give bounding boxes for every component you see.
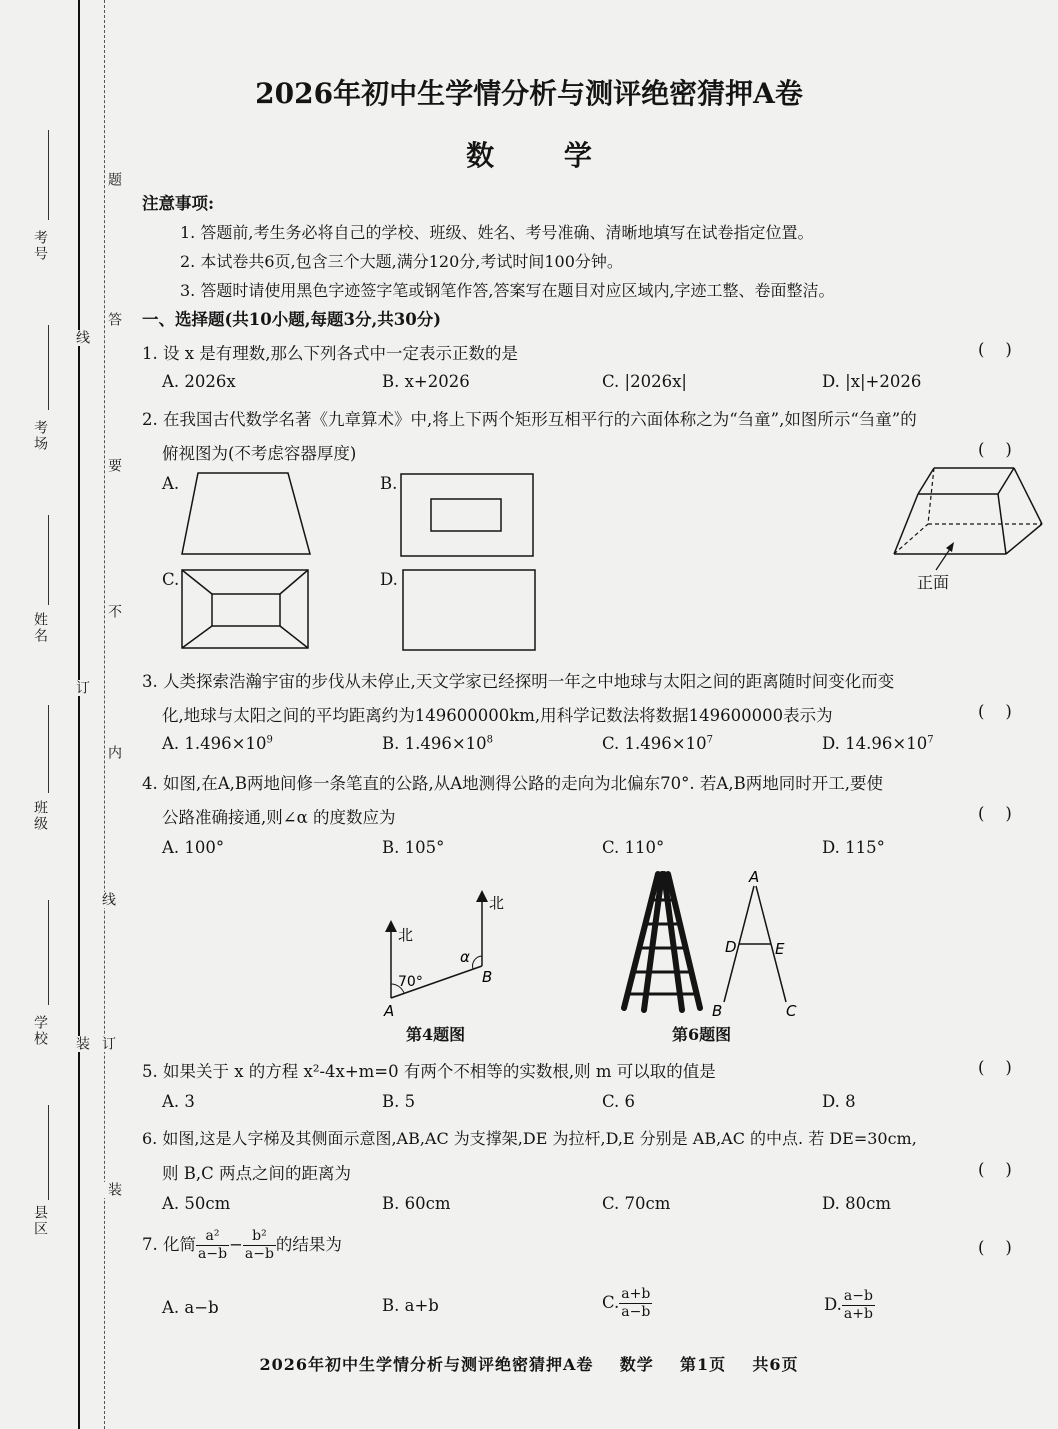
option-d[interactable]: D. 80cm <box>822 1194 892 1213</box>
option-d[interactable]: D. <box>380 570 398 589</box>
margin-field-line <box>48 705 49 793</box>
option-d[interactable]: D. |x|+2026 <box>822 372 922 391</box>
option-d[interactable]: D. 115° <box>822 838 885 857</box>
option-c[interactable]: C. 6 <box>602 1092 636 1111</box>
option-a[interactable]: A. a−b <box>162 1298 219 1317</box>
answer-paren: ( ) <box>978 702 1012 721</box>
option-exponent: 7 <box>927 734 934 746</box>
margin-field-label-school: 学校 <box>32 1015 48 1047</box>
point-d-label: D <box>725 938 737 956</box>
option-a[interactable]: A. <box>162 474 180 493</box>
option-b[interactable]: B. a+b <box>382 1296 439 1315</box>
margin-line-char: 订 <box>100 1036 116 1052</box>
margin-field-line <box>48 325 49 410</box>
answer-paren: ( ) <box>978 1160 1012 1179</box>
question-stem: 4. 如图,在A,B两地间修一条笔直的公路,从A地测得公路的走向为北偏东70°. 若A,B两地同时开工,要使 <box>142 774 883 793</box>
option-c[interactable]: C. |2026x| <box>602 372 687 391</box>
question-stem: 7. 化简 $\frac{\text{a²}}{a-b}$ − $\frac{\text{b²}}{a-b}$ 的结果为 <box>142 1228 342 1262</box>
margin-seal-char: 答 <box>106 312 122 328</box>
margin-field-label-name: 姓名 <box>32 612 48 644</box>
answer-paren: ( ) <box>978 340 1012 359</box>
point-b-label: B <box>482 968 493 986</box>
option-d-fraction: $\frac{a-b}{a+b}$ <box>843 1288 873 1322</box>
q4-figure <box>378 886 518 1021</box>
option-b[interactable]: B. 105° <box>382 838 445 857</box>
north-label: 北 <box>489 894 505 912</box>
option-c[interactable]: C. 110° <box>602 838 665 857</box>
option-b[interactable]: B. x+2026 <box>382 372 470 391</box>
option-d[interactable]: D. $\frac{a-b}{a+b}$ <box>824 1288 873 1322</box>
margin-field-label-district: 县区 <box>32 1205 48 1237</box>
q6-schematic <box>708 866 808 1021</box>
notice-heading: 注意事项: <box>142 194 215 213</box>
notice-item: 1. 答题前,考生务必将自己的学校、班级、姓名、考号准确、清晰地填写在试卷指定位置。 <box>180 223 814 242</box>
option-exponent: 9 <box>266 734 273 746</box>
option-exponent: 7 <box>706 734 713 746</box>
north-label: 北 <box>398 926 414 944</box>
margin-seal-char: 不 <box>106 604 122 620</box>
binding-dashed-line <box>104 0 105 1429</box>
option-b[interactable]: B. $1.496\times 10^8$ <box>382 734 494 753</box>
fraction-2: $\frac{\text{b²}}{a-b}$ <box>244 1228 274 1262</box>
question-stem: 公路准确接通,则∠α 的度数应为 <box>162 808 396 827</box>
page-footer: 2026年初中生学情分析与测评绝密猜押A卷 数学 第1页 共6页 <box>259 1355 799 1374</box>
point-c-label: C <box>786 1002 797 1020</box>
question-stem: 化,地球与太阳之间的平均距离约为149600000km,用科学记数法将数据149600000表示为 <box>162 706 833 725</box>
question-stem: 1. 设 x 是有理数,那么下列各式中一定表示正数的是 <box>142 344 519 363</box>
option-c-figure <box>178 566 314 650</box>
question-stem: 2. 在我国古代数学名著《九章算术》中,将上下两个矩形互相平行的六面体称之为“刍童”,如图所示“刍童”的 <box>142 410 917 429</box>
answer-paren: ( ) <box>978 1058 1012 1077</box>
margin-line-char: 线 <box>100 892 116 908</box>
answer-paren: ( ) <box>978 804 1012 823</box>
ladder-figure <box>616 868 712 1018</box>
margin-seal-char: 题 <box>106 172 122 188</box>
frustum-figure <box>888 462 1048 572</box>
option-d[interactable]: D. $14.96\times 10^7$ <box>822 734 934 753</box>
margin-field-label-exam-number: 考号 <box>32 230 48 262</box>
margin-line-char: 装 <box>74 1036 90 1052</box>
alpha-label: α <box>460 948 470 966</box>
option-exponent: 8 <box>486 734 494 746</box>
section-heading: 一、选择题(共10小题,每题3分,共30分) <box>142 310 442 329</box>
option-a[interactable]: A. 100° <box>162 838 225 857</box>
margin-field-label-class: 班级 <box>32 800 48 832</box>
option-b-figure <box>398 470 538 560</box>
q6-figure-caption: 第6题图 <box>672 1025 732 1044</box>
margin-seal-char: 内 <box>106 745 122 761</box>
notice-item: 3. 答题时请使用黑色字迹签字笔或钢笔作答,答案写在题目对应区域内,字迹工整、卷面整洁。 <box>180 281 835 300</box>
option-b[interactable]: B. 60cm <box>382 1194 451 1213</box>
margin-seal-char: 要 <box>106 458 122 474</box>
question-stem: 6. 如图,这是人字梯及其侧面示意图,AB,AC 为支撑架,DE 为拉杆,D,E 分别是 AB,AC 的中点. 若 DE=30cm, <box>142 1129 917 1148</box>
exam-subject: 数 学 <box>466 139 622 172</box>
option-c-fraction: $\frac{a+b}{a-b}$ <box>621 1286 651 1320</box>
fraction-1: $\frac{\text{a²}}{a-b}$ <box>198 1228 228 1262</box>
exam-title: 2026年初中生学情分析与测评绝密猜押A卷 <box>255 77 803 110</box>
point-b-label: B <box>712 1002 723 1020</box>
margin-field-line <box>48 515 49 605</box>
margin-field-line <box>48 1105 49 1200</box>
question-stem: 3. 人类探索浩瀚宇宙的步伐从未停止,天文学家已经探明一年之中地球与太阳之间的距离随时间变化而变 <box>142 672 895 691</box>
point-a-label: A <box>749 868 760 886</box>
option-d[interactable]: D. 8 <box>822 1092 856 1111</box>
option-a[interactable]: A. $1.496\times 10^9$ <box>162 734 273 753</box>
margin-line-char: 线 <box>74 330 90 346</box>
option-c[interactable]: C. <box>162 570 180 589</box>
option-c[interactable]: C. $1.496\times 10^7$ <box>602 734 713 753</box>
option-a[interactable]: A. 50cm <box>162 1194 231 1213</box>
option-a-figure <box>178 468 318 558</box>
answer-paren: ( ) <box>978 440 1012 459</box>
option-a[interactable]: A. 3 <box>162 1092 195 1111</box>
answer-paren: ( ) <box>978 1238 1012 1257</box>
margin-field-label-exam-room: 考场 <box>32 420 48 452</box>
question-stem: 5. 如果关于 x 的方程 x²-4x+m=0 有两个不相等的实数根,则 m 可以取的值是 <box>142 1062 716 1081</box>
option-a[interactable]: A. 2026x <box>162 372 236 391</box>
point-a-label: A <box>384 1002 395 1020</box>
option-c[interactable]: C. 70cm <box>602 1194 671 1213</box>
option-d-figure <box>398 566 540 656</box>
margin-field-line <box>48 900 49 1005</box>
frustum-front-label: 正面 <box>917 573 950 592</box>
option-c[interactable]: C. $\frac{a+b}{a-b}$ <box>602 1286 651 1320</box>
margin-line-char: 订 <box>74 680 90 696</box>
q4-figure-caption: 第4题图 <box>406 1025 466 1044</box>
option-b[interactable]: B. 5 <box>382 1092 416 1111</box>
notice-item: 2. 本试卷共6页,包含三个大题,满分120分,考试时间100分钟。 <box>180 252 623 271</box>
question-stem: 则 B,C 两点之间的距离为 <box>162 1164 351 1183</box>
angle-label: 70° <box>398 974 423 990</box>
option-b[interactable]: B. <box>380 474 398 493</box>
question-stem: 俯视图为(不考虑容器厚度) <box>162 444 357 463</box>
point-e-label: E <box>775 940 785 958</box>
margin-seal-char: 装 <box>106 1182 122 1198</box>
binding-solid-line <box>78 0 80 1429</box>
